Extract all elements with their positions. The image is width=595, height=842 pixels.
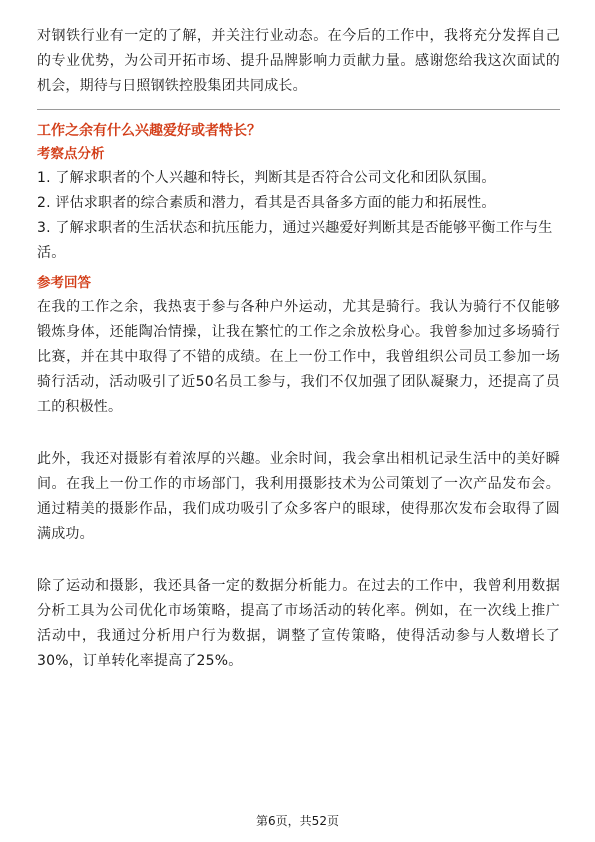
analysis-item: 3. 了解求职者的生活状态和抗压能力，通过兴趣爱好判断其是否能够平衡工作与生活。	[37, 220, 553, 261]
intro-paragraph: 对钢铁行业有一定的了解，并关注行业动态。在今后的工作中，我将充分发挥自己的专业优势，为公司开拓市场、提升品牌影响力贡献力量。感谢您给我这次面试的机会，期待与日照钢铁控股集团共同成长。	[37, 28, 560, 94]
answer-paragraph: 在我的工作之余，我热衷于参与各种户外运动，尤其是骑行。我认为骑行不仅能够锻炼身体，还能陶冶情操，让我在繁忙的工作之余放松身心。我曾参加过多场骑行比赛，并在其中取得了不错的成绩。在上一份工作中，我曾组织公司员工参加一场骑行活动，活动吸引了近50名员工参与，我们不仅加强了团队凝聚力，还提高了员工的积极性。	[37, 299, 560, 415]
analysis-label: 考察点分析	[37, 146, 105, 162]
answer-label: 参考回答	[37, 275, 91, 291]
page-number: 第6页，共52页	[256, 814, 339, 828]
analysis-item: 1. 了解求职者的个人兴趣和特长，判断其是否符合公司文化和团队氛围。	[37, 170, 496, 186]
answer-paragraph: 此外，我还对摄影有着浓厚的兴趣。业余时间，我会拿出相机记录生活中的美好瞬间。在我上一份工作的市场部门，我利用摄影技术为公司策划了一次产品发布会。通过精美的摄影作品，我们成功吸引了众多客户的眼球，使得那次发布会取得了圆满成功。	[37, 451, 560, 542]
question-title: 工作之余有什么兴趣爱好或者特长？	[37, 123, 261, 139]
page-content	[37, 24, 560, 674]
answer-paragraph: 除了运动和摄影，我还具备一定的数据分析能力。在过去的工作中，我曾利用数据分析工具为公司优化市场策略，提高了市场活动的转化率。例如，在一次线上推广活动中，我通过分析用户行为数据，调整了宣传策略，使得活动参与人数增长了30%，订单转化率提高了25%。	[37, 578, 560, 669]
section-divider	[37, 109, 560, 110]
analysis-item: 2. 评估求职者的综合素质和潜力，看其是否具备多方面的能力和拓展性。	[37, 195, 496, 211]
analysis-list	[37, 166, 560, 266]
